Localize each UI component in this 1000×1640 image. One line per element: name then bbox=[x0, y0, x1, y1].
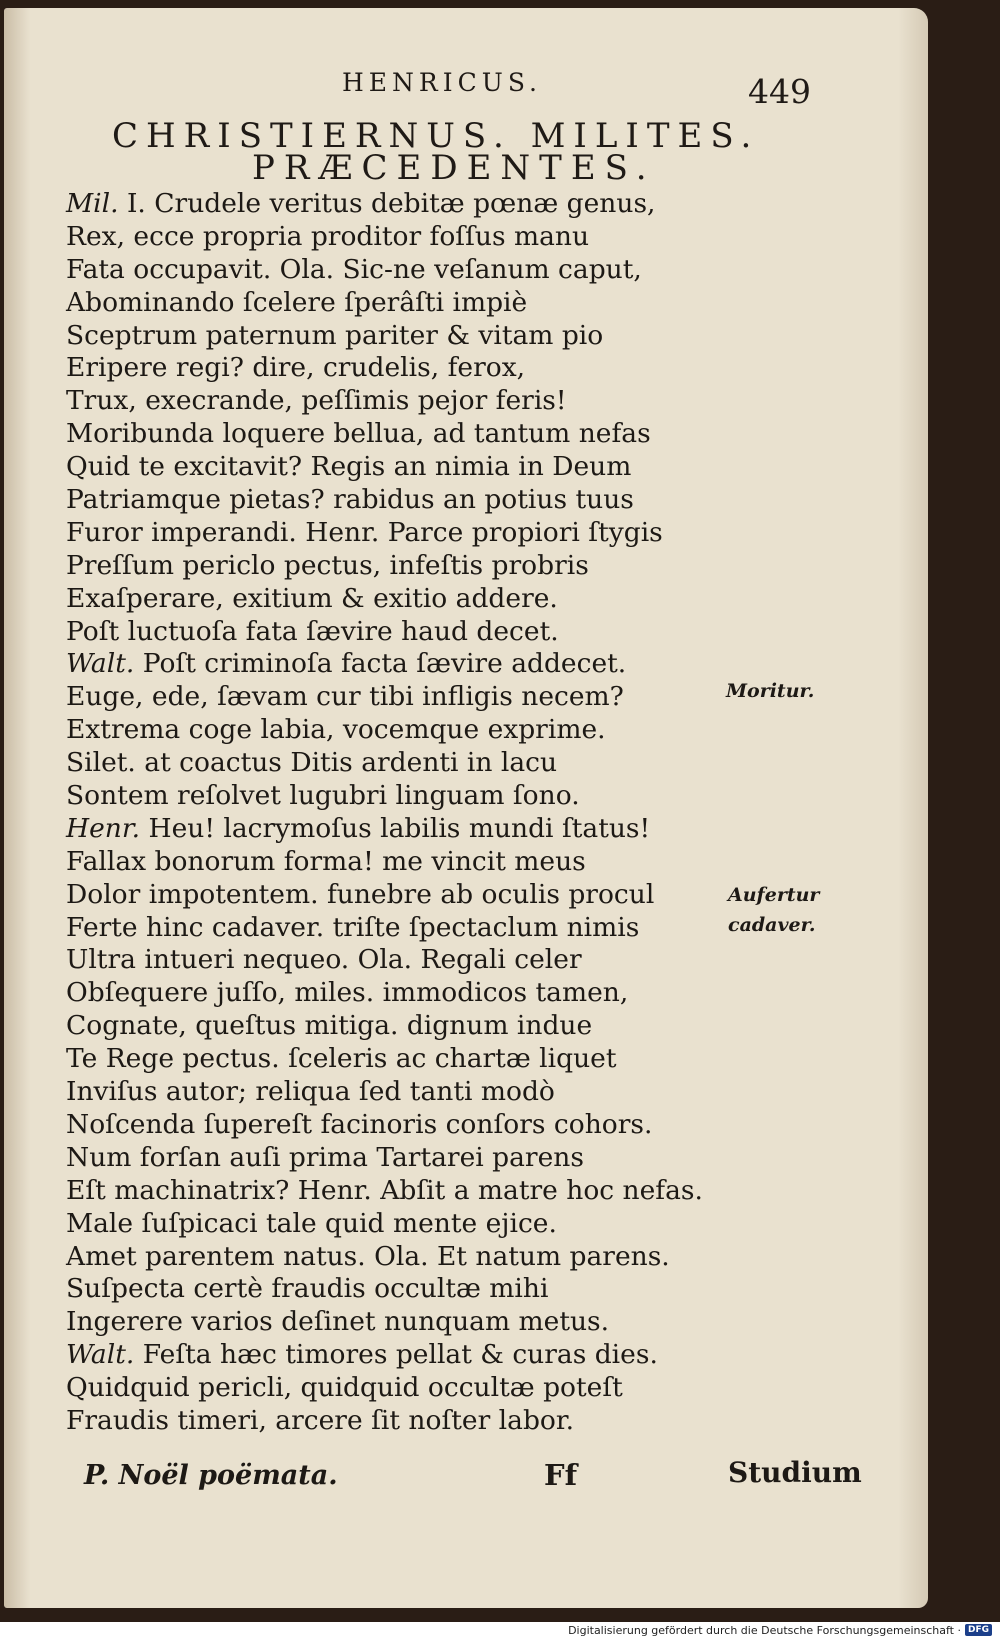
verse-line bbox=[66, 1273, 726, 1306]
gathering-mark: Ff bbox=[544, 1458, 578, 1492]
verse-line-text: Fata occupavit. Ola. Sic-ne veſanum caput, bbox=[66, 253, 642, 285]
verse-line bbox=[66, 813, 726, 846]
verse-line-text: Num forſan auſi prima Tartarei parens bbox=[66, 1141, 584, 1173]
verse-line-text: Extrema coge labia, vocemque exprime. bbox=[66, 714, 606, 746]
scene-title-line-1: CHRISTIERNUS. MILITES. bbox=[112, 116, 760, 156]
verse-line bbox=[66, 780, 726, 813]
verse-line-text: Euge, ede, ſævam cur tibi infligis necem? bbox=[66, 681, 624, 713]
edge-shadow bbox=[898, 8, 928, 1608]
speaker-label: Mil. bbox=[66, 188, 127, 219]
page-number: 449 bbox=[748, 72, 811, 111]
book-signature: P. Noël poëmata. bbox=[84, 1460, 338, 1491]
verse-line-text: Heu! lacrymoſus labilis mundi ſtatus! bbox=[148, 812, 651, 844]
verse-line-text: Eripere regi? dire, crudelis, ferox, bbox=[66, 352, 526, 384]
verse-line-text: Dolor impotentem. funebre ab oculis procul bbox=[66, 878, 655, 910]
verse-line bbox=[66, 1372, 726, 1405]
verse-line-text: Ferte hinc cadaver. triſte ſpectaclum nimis bbox=[66, 911, 640, 943]
verse-line-text: Fallax bonorum forma! me vincit meus bbox=[66, 845, 586, 877]
book-page bbox=[4, 8, 928, 1608]
verse-line bbox=[66, 1405, 726, 1438]
verse-line bbox=[66, 648, 726, 681]
verse-line bbox=[66, 320, 726, 353]
verse-line-text: Noſcenda ſupereſt facinoris conſors cohors. bbox=[66, 1108, 653, 1140]
verse-line-text: Eſt machinatrix? Henr. Abſit a matre hoc nefas. bbox=[66, 1174, 703, 1206]
verse-line bbox=[66, 714, 726, 747]
verse-line bbox=[66, 385, 726, 418]
verse-line-text: Quid te excitavit? Regis an nimia in Deum bbox=[66, 451, 632, 483]
verse-line bbox=[66, 1208, 726, 1241]
verse-line bbox=[66, 287, 726, 320]
verse-line-text: Silet. at coactus Ditis ardenti in lacu bbox=[66, 747, 558, 779]
verse-line-text: Quidquid pericli, quidquid occultæ poteſt bbox=[66, 1372, 623, 1404]
verse-line-text: Moribunda loquere bellua, ad tantum nefas bbox=[66, 418, 651, 450]
stage-direction-cadaver: cadaver. bbox=[728, 914, 816, 936]
verse-line-text: I. Crudele veritus debitæ pœnæ genus, bbox=[126, 188, 656, 219]
verse-line-text: Poſt criminoſa facta ſævire addecet. bbox=[142, 648, 627, 680]
verse-line bbox=[66, 846, 726, 879]
scene-title-line-2: PRÆCEDENTES. bbox=[252, 148, 656, 188]
funding-footer bbox=[568, 1622, 992, 1638]
verse-line bbox=[66, 1306, 726, 1339]
verse-line-text: Cognate, queſtus mitiga. dignum indue bbox=[66, 1010, 593, 1042]
verse-line-text: Sontem reſolvet lugubri linguam ſono. bbox=[66, 780, 580, 812]
running-head: HENRICUS. bbox=[342, 68, 543, 97]
verse-line bbox=[66, 254, 726, 287]
verse-line bbox=[66, 517, 726, 550]
verse-line-text: Te Rege pectus. ſceleris ac chartæ liquet bbox=[66, 1043, 617, 1075]
verse-line bbox=[66, 188, 726, 221]
verse-line-text: Obſequere juſſo, miles. immodicos tamen, bbox=[66, 977, 629, 1009]
verse-line bbox=[66, 747, 726, 780]
verse-line-text: Sceptrum paternum pariter & vitam pio bbox=[66, 319, 604, 351]
verse-line-text: Ultra intueri nequeo. Ola. Regali celer bbox=[66, 944, 582, 976]
verse-line bbox=[66, 1010, 726, 1043]
verse-line bbox=[66, 944, 726, 977]
verse-line bbox=[66, 1339, 726, 1372]
verse-line bbox=[66, 550, 726, 583]
stage-direction-aufertur: Aufertur bbox=[728, 884, 820, 906]
speaker-label: Walt. bbox=[66, 1339, 143, 1371]
verse-line bbox=[66, 1175, 726, 1208]
verse-line bbox=[66, 681, 726, 714]
stage-direction-moritur: Moritur. bbox=[726, 680, 815, 702]
verse-line-text: Amet parentem natus. Ola. Et natum parens. bbox=[66, 1240, 670, 1272]
catchword: Studium bbox=[728, 1456, 862, 1489]
speaker-label: Henr. bbox=[66, 812, 149, 844]
verse-line bbox=[66, 1043, 726, 1076]
verse-line-text: Inviſus autor; reliqua ſed tanti modò bbox=[66, 1076, 555, 1108]
speaker-label: Walt. bbox=[66, 648, 143, 680]
dfg-logo: DFG bbox=[965, 1624, 992, 1636]
verse-line-text: Furor imperandi. Henr. Parce propiori ſtygis bbox=[66, 516, 663, 548]
verse-line-text: Suſpecta certè fraudis occultæ mihi bbox=[66, 1273, 549, 1305]
funding-text: Digitalisierung gefördert durch die Deutsche Forschungsgemeinschaft · bbox=[568, 1623, 961, 1637]
verse-line-text: Feſta hæc timores pellat & curas dies. bbox=[142, 1339, 658, 1371]
verse-line bbox=[66, 451, 726, 484]
verse-line-text: Preſſum periclo pectus, infeſtis probris bbox=[66, 549, 589, 581]
verse-line bbox=[66, 1142, 726, 1175]
verse-line bbox=[66, 484, 726, 517]
verse-line-text: Exaſperare, exitium & exitio addere. bbox=[66, 582, 558, 614]
verse-line-text: Ingerere varios deſinet nunquam metus. bbox=[66, 1306, 610, 1338]
verse-line bbox=[66, 583, 726, 616]
verse-line-text: Fraudis timeri, arcere ſit noſter labor. bbox=[66, 1404, 575, 1436]
verse-line bbox=[66, 912, 726, 945]
verse-line bbox=[66, 977, 726, 1010]
gutter-shadow bbox=[4, 8, 30, 1608]
verse-line-text: Abominando ſcelere ſperâſti impiè bbox=[66, 286, 528, 318]
verse-line-text: Patriamque pietas? rabidus an potius tuus bbox=[66, 484, 634, 516]
verse-line-text: Rex, ecce propria proditor foſſus manu bbox=[66, 220, 590, 252]
verse-text bbox=[66, 188, 726, 1438]
verse-line bbox=[66, 418, 726, 451]
verse-line bbox=[66, 879, 726, 912]
verse-line bbox=[66, 1076, 726, 1109]
verse-line bbox=[66, 221, 726, 254]
verse-line-text: Poſt luctuoſa fata ſævire haud decet. bbox=[66, 615, 559, 647]
verse-line bbox=[66, 1241, 726, 1274]
verse-line bbox=[66, 352, 726, 385]
verse-line-text: Trux, execrande, peſſimis pejor feris! bbox=[66, 385, 567, 417]
verse-line bbox=[66, 1109, 726, 1142]
verse-line-text: Male ſuſpicaci tale quid mente ejice. bbox=[66, 1207, 557, 1239]
verse-line bbox=[66, 616, 726, 649]
